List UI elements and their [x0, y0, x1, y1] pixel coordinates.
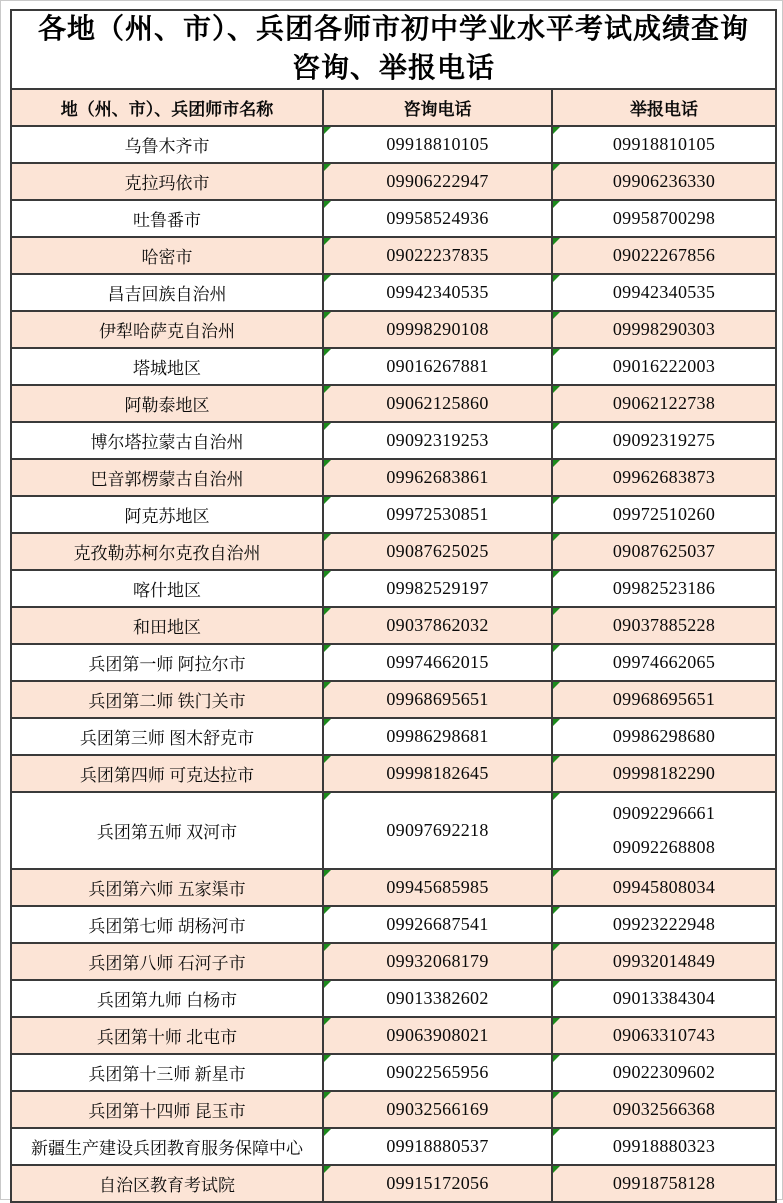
phone-number: 09932014849 — [612, 950, 716, 971]
phone-number: 09918810105 — [612, 133, 716, 154]
report-phone-cell — [552, 422, 776, 459]
region-name: 克孜勒苏柯尔克孜自治州 — [11, 533, 323, 570]
report-phone-lines — [557, 280, 771, 306]
region-name: 兵团第八师 石河子市 — [11, 943, 323, 980]
consult-phone-cell — [323, 348, 552, 385]
table-header-row — [11, 89, 776, 126]
report-phone-cell — [552, 607, 776, 644]
excel-flag-triangle-icon — [553, 981, 560, 988]
excel-flag-triangle-icon — [324, 238, 331, 245]
consult-phone-cell — [323, 718, 552, 755]
phone-number: 09923222948 — [612, 913, 716, 934]
table-row — [11, 1165, 776, 1202]
phone-number: 09932068179 — [386, 950, 489, 971]
excel-flag-triangle-icon — [324, 756, 331, 763]
consult-phone-cell — [323, 237, 552, 274]
consult-phone-cell — [323, 1091, 552, 1128]
excel-flag-triangle-icon — [553, 944, 560, 951]
consult-phone-cell — [323, 980, 552, 1017]
excel-flag-triangle-icon — [324, 608, 331, 615]
excel-flag-triangle-icon — [324, 275, 331, 282]
consult-phone-cell — [323, 943, 552, 980]
report-phone-lines — [557, 391, 771, 417]
consult-phone-lines — [328, 1097, 547, 1123]
excel-flag-triangle-icon — [553, 312, 560, 319]
phone-number: 09022267856 — [612, 244, 716, 265]
consult-phone-lines — [328, 539, 547, 565]
phone-number: 09037862032 — [386, 614, 489, 635]
report-phone-cell — [552, 1128, 776, 1165]
consult-phone-cell — [323, 681, 552, 718]
table-row — [11, 385, 776, 422]
table-row — [11, 163, 776, 200]
report-phone-cell — [552, 274, 776, 311]
excel-flag-triangle-icon — [324, 1055, 331, 1062]
phone-number: 09998182290 — [612, 762, 716, 783]
region-name: 哈密市 — [11, 237, 323, 274]
phone-number: 09998290108 — [386, 318, 489, 339]
consult-phone-lines — [328, 391, 547, 417]
region-name: 兵团第七师 胡杨河市 — [11, 906, 323, 943]
table-row — [11, 348, 776, 385]
table-row — [11, 533, 776, 570]
phone-number: 09092268808 — [612, 836, 716, 857]
table-body — [11, 126, 776, 1202]
phone-number: 09968695651 — [612, 688, 716, 709]
consult-phone-lines — [328, 465, 547, 491]
phone-number: 09063310743 — [612, 1024, 716, 1045]
report-phone-lines — [557, 169, 771, 195]
report-phone-lines — [557, 465, 771, 491]
report-phone-cell — [552, 570, 776, 607]
excel-flag-triangle-icon — [553, 645, 560, 652]
report-phone-cell — [552, 163, 776, 200]
report-phone-cell — [552, 311, 776, 348]
phone-number: 09986298681 — [386, 725, 489, 746]
table-row — [11, 1091, 776, 1128]
excel-flag-triangle-icon — [324, 645, 331, 652]
phone-number: 09918880323 — [612, 1135, 716, 1156]
consult-phone-lines — [328, 986, 547, 1012]
table-row — [11, 1054, 776, 1091]
excel-flag-triangle-icon — [324, 793, 331, 800]
report-phone-lines — [557, 1171, 771, 1197]
table-row — [11, 459, 776, 496]
phone-number: 09063908021 — [386, 1024, 489, 1045]
region-name: 和田地区 — [11, 607, 323, 644]
table-row — [11, 200, 776, 237]
report-phone-lines — [557, 1134, 771, 1160]
excel-flag-triangle-icon — [324, 534, 331, 541]
phone-number: 09986298680 — [612, 725, 716, 746]
excel-flag-triangle-icon — [553, 164, 560, 171]
consult-phone-lines — [328, 912, 547, 938]
consult-phone-cell — [323, 1017, 552, 1054]
phone-number: 09962683861 — [386, 466, 489, 487]
report-phone-lines — [557, 1023, 771, 1049]
excel-flag-triangle-icon — [324, 1092, 331, 1099]
phone-number: 09092319253 — [386, 429, 489, 450]
report-phone-lines — [557, 986, 771, 1012]
region-name: 兵团第四师 可克达拉市 — [11, 755, 323, 792]
phone-number: 09915172056 — [386, 1172, 489, 1193]
report-phone-lines — [557, 354, 771, 380]
excel-flag-triangle-icon — [324, 571, 331, 578]
phone-number: 09974662065 — [612, 651, 716, 672]
consult-phone-cell — [323, 570, 552, 607]
phone-number: 09998182645 — [386, 762, 489, 783]
report-phone-cell — [552, 792, 776, 869]
consult-phone-cell — [323, 459, 552, 496]
phone-number: 09013384304 — [612, 987, 716, 1008]
table-row — [11, 570, 776, 607]
phone-number: 09032566169 — [386, 1098, 489, 1119]
phone-number: 09942340535 — [612, 281, 716, 302]
excel-flag-triangle-icon — [553, 275, 560, 282]
phone-number: 09982523186 — [612, 577, 716, 598]
phone-number: 09092296661 — [612, 803, 716, 824]
report-phone-cell — [552, 755, 776, 792]
table-row — [11, 274, 776, 311]
report-phone-cell — [552, 237, 776, 274]
excel-flag-triangle-icon — [324, 423, 331, 430]
col-header-report-phone: 举报电话 — [552, 89, 776, 126]
region-name: 塔城地区 — [11, 348, 323, 385]
excel-flag-triangle-icon — [553, 497, 560, 504]
consult-phone-cell — [323, 496, 552, 533]
excel-flag-triangle-icon — [324, 349, 331, 356]
report-phone-cell — [552, 869, 776, 906]
region-name: 伊犁哈萨克自治州 — [11, 311, 323, 348]
excel-flag-triangle-icon — [324, 1166, 331, 1173]
region-name: 自治区教育考试院 — [11, 1165, 323, 1202]
report-phone-lines — [557, 687, 771, 713]
table-row — [11, 906, 776, 943]
report-phone-lines — [557, 1097, 771, 1123]
report-phone-lines — [557, 795, 771, 866]
region-name: 克拉玛依市 — [11, 163, 323, 200]
consult-phone-cell — [323, 533, 552, 570]
report-phone-lines — [557, 875, 771, 901]
report-phone-cell — [552, 348, 776, 385]
report-phone-cell — [552, 718, 776, 755]
report-phone-cell — [552, 385, 776, 422]
report-phone-lines — [557, 502, 771, 528]
consult-phone-lines — [328, 576, 547, 602]
excel-flag-triangle-icon — [324, 497, 331, 504]
excel-flag-triangle-icon — [553, 423, 560, 430]
report-phone-lines — [557, 243, 771, 269]
report-phone-cell — [552, 943, 776, 980]
region-name: 乌鲁木齐市 — [11, 126, 323, 163]
consult-phone-lines — [328, 1060, 547, 1086]
consult-phone-lines — [328, 687, 547, 713]
consult-phone-cell — [323, 792, 552, 869]
consult-phone-lines — [328, 949, 547, 975]
table-row — [11, 607, 776, 644]
excel-flag-triangle-icon — [553, 608, 560, 615]
report-phone-cell — [552, 126, 776, 163]
excel-flag-triangle-icon — [324, 460, 331, 467]
region-name: 昌吉回族自治州 — [11, 274, 323, 311]
region-name: 博尔塔拉蒙古自治州 — [11, 422, 323, 459]
report-phone-cell — [552, 459, 776, 496]
report-phone-lines — [557, 317, 771, 343]
table-row — [11, 126, 776, 163]
col-header-consult-phone: 咨询电话 — [323, 89, 552, 126]
report-phone-cell — [552, 1054, 776, 1091]
table-row — [11, 869, 776, 906]
phone-number: 09037885228 — [612, 614, 716, 635]
excel-flag-triangle-icon — [553, 793, 560, 800]
report-phone-cell — [552, 1091, 776, 1128]
page-title-line2: 咨询、举报电话 — [292, 52, 496, 84]
consult-phone-lines — [328, 613, 547, 639]
phone-number: 09032566368 — [612, 1098, 716, 1119]
consult-phone-cell — [323, 1165, 552, 1202]
phone-number: 09982529197 — [386, 577, 489, 598]
consult-phone-lines — [328, 280, 547, 306]
phone-table — [10, 9, 777, 1203]
report-phone-cell — [552, 496, 776, 533]
phone-number: 09906222947 — [386, 170, 489, 191]
table-row — [11, 644, 776, 681]
phone-number: 09062122738 — [612, 392, 716, 413]
report-phone-lines — [557, 613, 771, 639]
report-phone-lines — [557, 949, 771, 975]
region-name: 兵团第十三师 新星市 — [11, 1054, 323, 1091]
consult-phone-lines — [328, 1134, 547, 1160]
consult-phone-cell — [323, 607, 552, 644]
excel-flag-triangle-icon — [553, 1055, 560, 1062]
excel-flag-triangle-icon — [553, 870, 560, 877]
excel-flag-triangle-icon — [553, 460, 560, 467]
excel-flag-triangle-icon — [553, 534, 560, 541]
table-row — [11, 422, 776, 459]
report-phone-cell — [552, 200, 776, 237]
consult-phone-cell — [323, 274, 552, 311]
phone-number: 09942340535 — [386, 281, 489, 302]
table-row — [11, 681, 776, 718]
consult-phone-cell — [323, 422, 552, 459]
excel-flag-triangle-icon — [553, 201, 560, 208]
report-phone-lines — [557, 650, 771, 676]
excel-flag-triangle-icon — [553, 907, 560, 914]
consult-phone-cell — [323, 755, 552, 792]
consult-phone-lines — [328, 1171, 547, 1197]
excel-flag-triangle-icon — [324, 127, 331, 134]
consult-phone-lines — [328, 1023, 547, 1049]
report-phone-lines — [557, 761, 771, 787]
consult-phone-lines — [328, 354, 547, 380]
excel-flag-triangle-icon — [553, 127, 560, 134]
region-name: 兵团第十四师 昆玉市 — [11, 1091, 323, 1128]
phone-number: 09022237835 — [386, 244, 489, 265]
excel-flag-triangle-icon — [324, 870, 331, 877]
table-row — [11, 496, 776, 533]
title-row — [11, 10, 776, 89]
phone-number: 09972510260 — [612, 503, 716, 524]
consult-phone-lines — [328, 875, 547, 901]
excel-flag-triangle-icon — [553, 349, 560, 356]
phone-number: 09918810105 — [386, 133, 489, 154]
page-title-line1: 各地（州、市）、兵团各师市初中学业水平考试成绩查询 — [38, 14, 750, 45]
report-phone-lines — [557, 428, 771, 454]
consult-phone-cell — [323, 126, 552, 163]
region-name: 兵团第一师 阿拉尔市 — [11, 644, 323, 681]
phone-number: 09906236330 — [612, 170, 716, 191]
table-row — [11, 718, 776, 755]
excel-flag-triangle-icon — [553, 756, 560, 763]
phone-number: 09062125860 — [386, 392, 489, 413]
report-phone-lines — [557, 724, 771, 750]
table-row — [11, 237, 776, 274]
report-phone-lines — [557, 576, 771, 602]
report-phone-cell — [552, 1165, 776, 1202]
excel-flag-triangle-icon — [324, 1018, 331, 1025]
phone-number: 09016267881 — [386, 355, 489, 376]
table-row — [11, 943, 776, 980]
consult-phone-lines — [328, 132, 547, 158]
phone-number: 09972530851 — [386, 503, 489, 524]
report-phone-lines — [557, 912, 771, 938]
table-row — [11, 311, 776, 348]
excel-flag-triangle-icon — [553, 1092, 560, 1099]
excel-flag-triangle-icon — [553, 1129, 560, 1136]
excel-flag-triangle-icon — [324, 1129, 331, 1136]
phone-number: 09087625025 — [386, 540, 489, 561]
consult-phone-cell — [323, 163, 552, 200]
consult-phone-lines — [328, 761, 547, 787]
excel-flag-triangle-icon — [324, 312, 331, 319]
phone-number: 09998290303 — [612, 318, 716, 339]
phone-number: 09945685985 — [386, 876, 489, 897]
phone-number: 09958700298 — [612, 207, 716, 228]
phone-number: 09016222003 — [612, 355, 716, 376]
table-row — [11, 792, 776, 869]
table-row — [11, 1128, 776, 1165]
excel-flag-triangle-icon — [553, 719, 560, 726]
consult-phone-cell — [323, 200, 552, 237]
report-phone-lines — [557, 539, 771, 565]
consult-phone-lines — [328, 502, 547, 528]
report-phone-lines — [557, 132, 771, 158]
phone-number: 09918758128 — [612, 1172, 716, 1193]
phone-number: 09958524936 — [386, 207, 489, 228]
table-row — [11, 755, 776, 792]
consult-phone-cell — [323, 385, 552, 422]
consult-phone-cell — [323, 906, 552, 943]
excel-flag-triangle-icon — [324, 201, 331, 208]
excel-flag-triangle-icon — [553, 386, 560, 393]
region-name: 阿勒泰地区 — [11, 385, 323, 422]
region-name: 巴音郭楞蒙古自治州 — [11, 459, 323, 496]
consult-phone-lines — [328, 650, 547, 676]
phone-number: 09092319275 — [612, 429, 716, 450]
excel-flag-triangle-icon — [324, 719, 331, 726]
excel-flag-triangle-icon — [324, 164, 331, 171]
report-phone-lines — [557, 206, 771, 232]
report-phone-cell — [552, 533, 776, 570]
region-name: 兵团第六师 五家渠市 — [11, 869, 323, 906]
consult-phone-cell — [323, 1054, 552, 1091]
report-phone-lines — [557, 1060, 771, 1086]
region-name: 阿克苏地区 — [11, 496, 323, 533]
phone-number: 09968695651 — [386, 688, 489, 709]
region-name: 喀什地区 — [11, 570, 323, 607]
consult-phone-lines — [328, 812, 547, 850]
excel-flag-triangle-icon — [553, 238, 560, 245]
phone-number: 09945808034 — [612, 876, 716, 897]
consult-phone-lines — [328, 724, 547, 750]
phone-number: 09974662015 — [386, 651, 489, 672]
excel-flag-triangle-icon — [553, 571, 560, 578]
excel-flag-triangle-icon — [553, 1166, 560, 1173]
consult-phone-cell — [323, 311, 552, 348]
phone-number: 09097692218 — [386, 819, 489, 840]
excel-flag-triangle-icon — [324, 386, 331, 393]
phone-number: 09918880537 — [386, 1135, 489, 1156]
col-header-region-name: 地（州、市）、兵团师市名称 — [11, 89, 323, 126]
excel-flag-triangle-icon — [324, 981, 331, 988]
region-name: 新疆生产建设兵团教育服务保障中心 — [11, 1128, 323, 1165]
phone-number: 09087625037 — [612, 540, 716, 561]
consult-phone-lines — [328, 243, 547, 269]
report-phone-cell — [552, 1017, 776, 1054]
excel-flag-triangle-icon — [324, 682, 331, 689]
phone-number: 09022565956 — [386, 1061, 489, 1082]
consult-phone-cell — [323, 1128, 552, 1165]
region-name: 吐鲁番市 — [11, 200, 323, 237]
region-name: 兵团第二师 铁门关市 — [11, 681, 323, 718]
phone-number: 09022309602 — [612, 1061, 716, 1082]
consult-phone-lines — [328, 428, 547, 454]
report-phone-cell — [552, 681, 776, 718]
report-phone-cell — [552, 644, 776, 681]
phone-number: 09962683873 — [612, 466, 716, 487]
excel-flag-triangle-icon — [324, 907, 331, 914]
page-title — [11, 10, 776, 89]
consult-phone-lines — [328, 169, 547, 195]
excel-flag-triangle-icon — [553, 682, 560, 689]
report-phone-cell — [552, 906, 776, 943]
excel-flag-triangle-icon — [553, 1018, 560, 1025]
phone-number: 09013382602 — [386, 987, 489, 1008]
region-name: 兵团第三师 图木舒克市 — [11, 718, 323, 755]
report-phone-cell — [552, 980, 776, 1017]
excel-flag-triangle-icon — [324, 944, 331, 951]
consult-phone-cell — [323, 869, 552, 906]
phone-number: 09926687541 — [386, 913, 489, 934]
table-row — [11, 1017, 776, 1054]
region-name: 兵团第十师 北屯市 — [11, 1017, 323, 1054]
consult-phone-lines — [328, 206, 547, 232]
consult-phone-cell — [323, 644, 552, 681]
table-row — [11, 980, 776, 1017]
consult-phone-lines — [328, 317, 547, 343]
region-name: 兵团第五师 双河市 — [11, 792, 323, 869]
region-name: 兵团第九师 白杨市 — [11, 980, 323, 1017]
